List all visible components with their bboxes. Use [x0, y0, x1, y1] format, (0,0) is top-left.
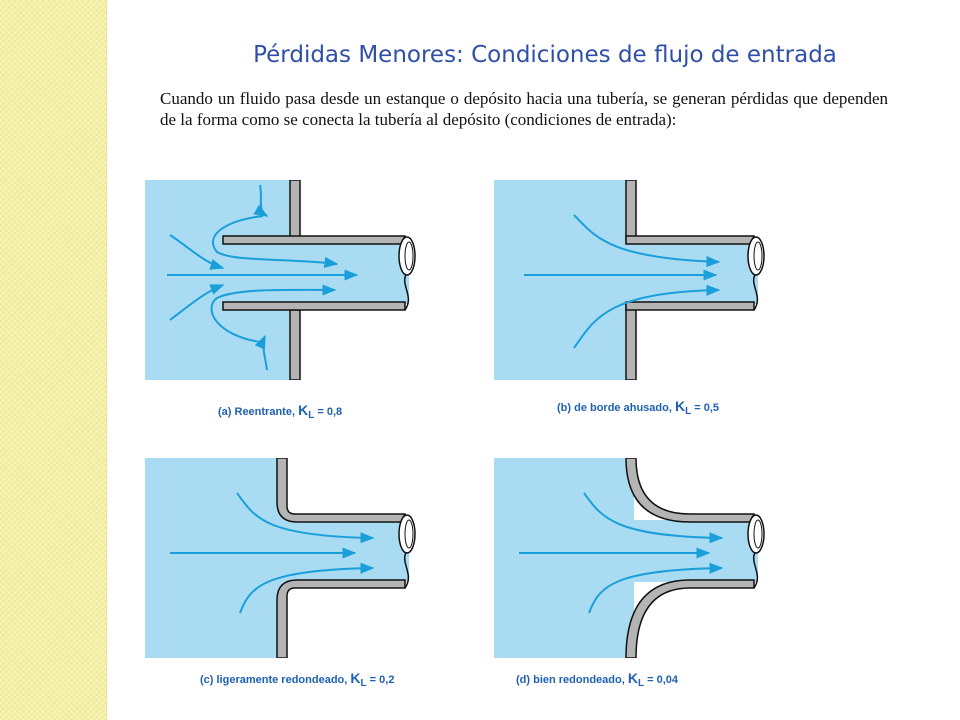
loss-coefficient-value: = 0,2 — [369, 674, 395, 686]
reservoir-water — [494, 180, 634, 380]
figure-c-slightly-rounded-entrance — [145, 458, 425, 658]
caption-a — [218, 402, 342, 421]
tank-wall-rounded — [626, 458, 754, 522]
loss-coefficient-symbol: $K_L$ — [350, 670, 367, 689]
loss-coefficient-value: = 0,5 — [694, 402, 720, 414]
caption-b — [557, 398, 719, 417]
pipe-wall-top — [223, 236, 405, 244]
figure-d-well-rounded-entrance — [494, 458, 774, 658]
loss-coefficient-value: = 0,8 — [317, 406, 343, 418]
caption-label: (a) Reentrante, — [218, 406, 296, 418]
slide-title: Pérdidas Menores: Condiciones de flujo de entrada — [253, 42, 837, 68]
tank-wall-rounded — [626, 580, 754, 658]
caption-c — [200, 670, 394, 689]
reservoir-water — [494, 458, 634, 658]
reservoir-water — [145, 458, 285, 658]
pipe-wall-bottom — [223, 302, 405, 310]
caption-label: (c) ligeramente redondeado, — [200, 674, 348, 686]
loss-coefficient-symbol: $K_L$ — [674, 398, 692, 417]
intro-paragraph: Cuando un fluido pasa desde un estanque o depósito hacia una tubería, se generan pérdidas que dependen de la forma como se conecta la tubería al depósito (condiciones de entrada): — [160, 89, 888, 129]
tank-wall-rounded — [277, 458, 405, 522]
loss-coefficient-symbol: $K_L$ — [627, 670, 645, 689]
loss-coefficient-symbol: $K_L$ — [298, 402, 315, 421]
caption-label: (b) de borde ahusado, — [557, 402, 672, 414]
loss-coefficient-value: = 0,04 — [647, 674, 679, 686]
figure-a-reentrant-entrance — [145, 180, 425, 380]
pipe-water — [223, 242, 409, 304]
figure-b-sharp-edged-entrance — [494, 180, 774, 380]
tank-wall-rounded — [277, 580, 405, 658]
tank-wall — [290, 180, 300, 238]
pipe-water — [634, 242, 758, 304]
tank-wall — [626, 180, 636, 242]
tank-wall — [290, 310, 300, 380]
caption-d — [516, 670, 678, 689]
caption-label: (d) bien redondeado, — [516, 674, 625, 686]
tank-wall — [626, 304, 636, 380]
pipe-wall-bottom — [626, 302, 754, 310]
decorative-side-stripe — [0, 0, 107, 720]
pipe-wall-top — [626, 236, 754, 244]
